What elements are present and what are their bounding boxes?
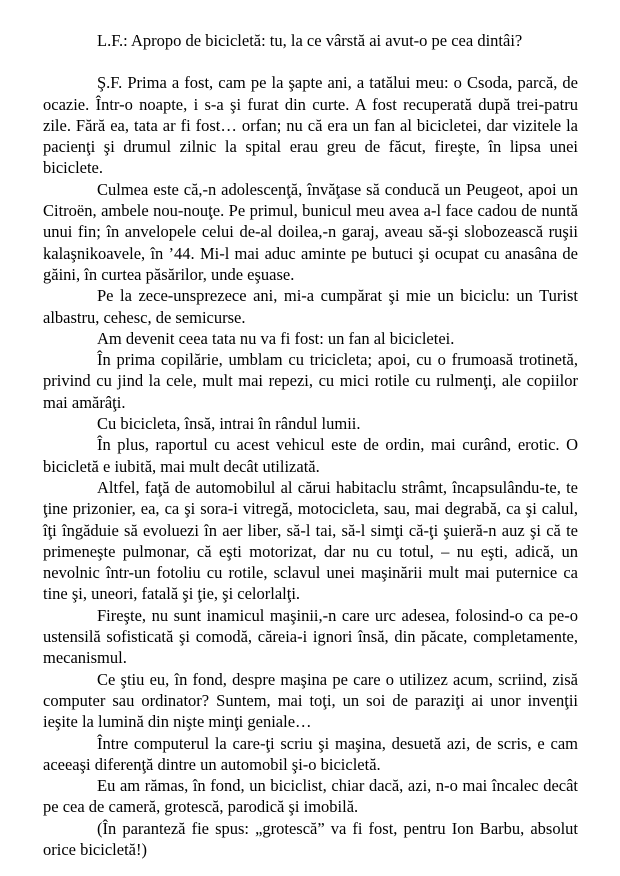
- answer-paragraph-erotic: În plus, raportul cu acest vehicul este de ordin, mai curând, erotic. O bicicletă e iubită, mai mult decât utilizată.: [43, 435, 578, 476]
- answer-paragraph-not-enemy-of-car: Fireşte, nu sunt inamicul maşinii,-n care urc adesea, folosind-o ca pe-o ustensilă sofisticată şi comodă, căreia-i ignori însă, din păcate, completamente, mecanismul.: [43, 605, 578, 668]
- answer-paragraph-peugeot-citroen: Culmea este că,-n adolescenţă, învăţase să conducă un Peugeot, apoi un Citroën, ambele nou-nouţe. Pe primul, bunicul meu avea a-l face cadou de nuntă unui fin; în anvelopele celui de-al doilea,-n garaj, aveau să-şi slobozească ruşii kalaşnikoavele, în ’44. Mi-l mai aduc aminte pe butuci şi ocupat cu anasâna de găini, în curtea păsărilor, unde eşuase.: [43, 179, 578, 284]
- answer-paragraph-parenthesis-ion-barbu: (În paranteză fie spus: „grotescă” va fi fost, pentru Ion Barbu, absolut orice bicicletă!): [43, 818, 578, 859]
- answer-paragraph-still-cyclist: Eu am rămas, în fond, un biciclist, chiar dacă, azi, n-o mai încalec decât pe cea de cameră, grotescă, parodică şi imobilă.: [43, 776, 578, 817]
- answer-paragraph-tricycle: În prima copilărie, umblam cu tricicleta; apoi, cu o frumoasă trotinetă, privind cu jind la cele, mult mai repezi, cu mici rotile cu rulmenţi, ale copiilor mai amărâţi.: [43, 350, 578, 412]
- answer-paragraph-computer-typewriter: Între computerul la care-ţi scriu şi maşina, desuetă azi, de scris, e cam aceeaşi diferenţă dintre un automobil şi-o bicicletă.: [43, 733, 578, 774]
- answer-paragraph-first-bicycle: Ş.F. Prima a fost, cam pe la şapte ani, a tatălui meu: o Csoda, parcă, de ocazie. Într-o noapte, i s-a şi furat din curte. A fost recuperată după trei-patru zile. Fără ea, tata ar fi fost… orfan; nu că era un fan al bicicletei, dar vizitele la pacienţi şi drumul zilnic la spital erau greu de făcut, fireşte, în lipsa unei biciclete.: [43, 73, 578, 178]
- answer-paragraph-turist: Pe la zece-unsprezece ani, mi-a cumpărat şi mie un biciclu: un Turist albastru, cehesc, de semicurse.: [43, 286, 578, 327]
- answer-paragraph-fan: Am devenit ceea tata nu va fi fost: un fan al bicicletei.: [97, 328, 455, 348]
- answer-paragraph-computer-parasites: Ce ştiu eu, în fond, despre maşina pe care o utilizez acum, scriind, zisă computer sau ordinator? Suntem, mai toţi, un soi de paraziţi ai unor invenţii ieşite la lumină din nişte minţi geniale…: [43, 669, 578, 732]
- answer-paragraph-automobile-comparison: Altfel, faţă de automobilul al cărui habitaclu strâmt, încapsulându-te, te ţine prizonier, ea, ca şi sora-i vitregă, motocicleta, sau, mai degrabă, ca şi calul, îţi îngăduie să evoluezi în aer liber, să-l tai, să-l simţi că-ţi şuieră-n auz şi că te primeneşte pulmonar, că eşti motorizat, dar nu cu totul, – nu eşti, adică, un nevolnic într-un fotoliu cu rotile, sclavul unei maşinării mult mai puternice ca tine şi, uneori, fatală şi ţie, şi celorlalţi.: [43, 477, 578, 604]
- interviewer-question: L.F.: Apropo de bicicletă: tu, la ce vârstă ai avut-o pe cea dintâi?: [97, 31, 523, 50]
- answer-paragraph-randul-lumii: Cu bicicleta, însă, intrai în rândul lumii.: [97, 414, 361, 434]
